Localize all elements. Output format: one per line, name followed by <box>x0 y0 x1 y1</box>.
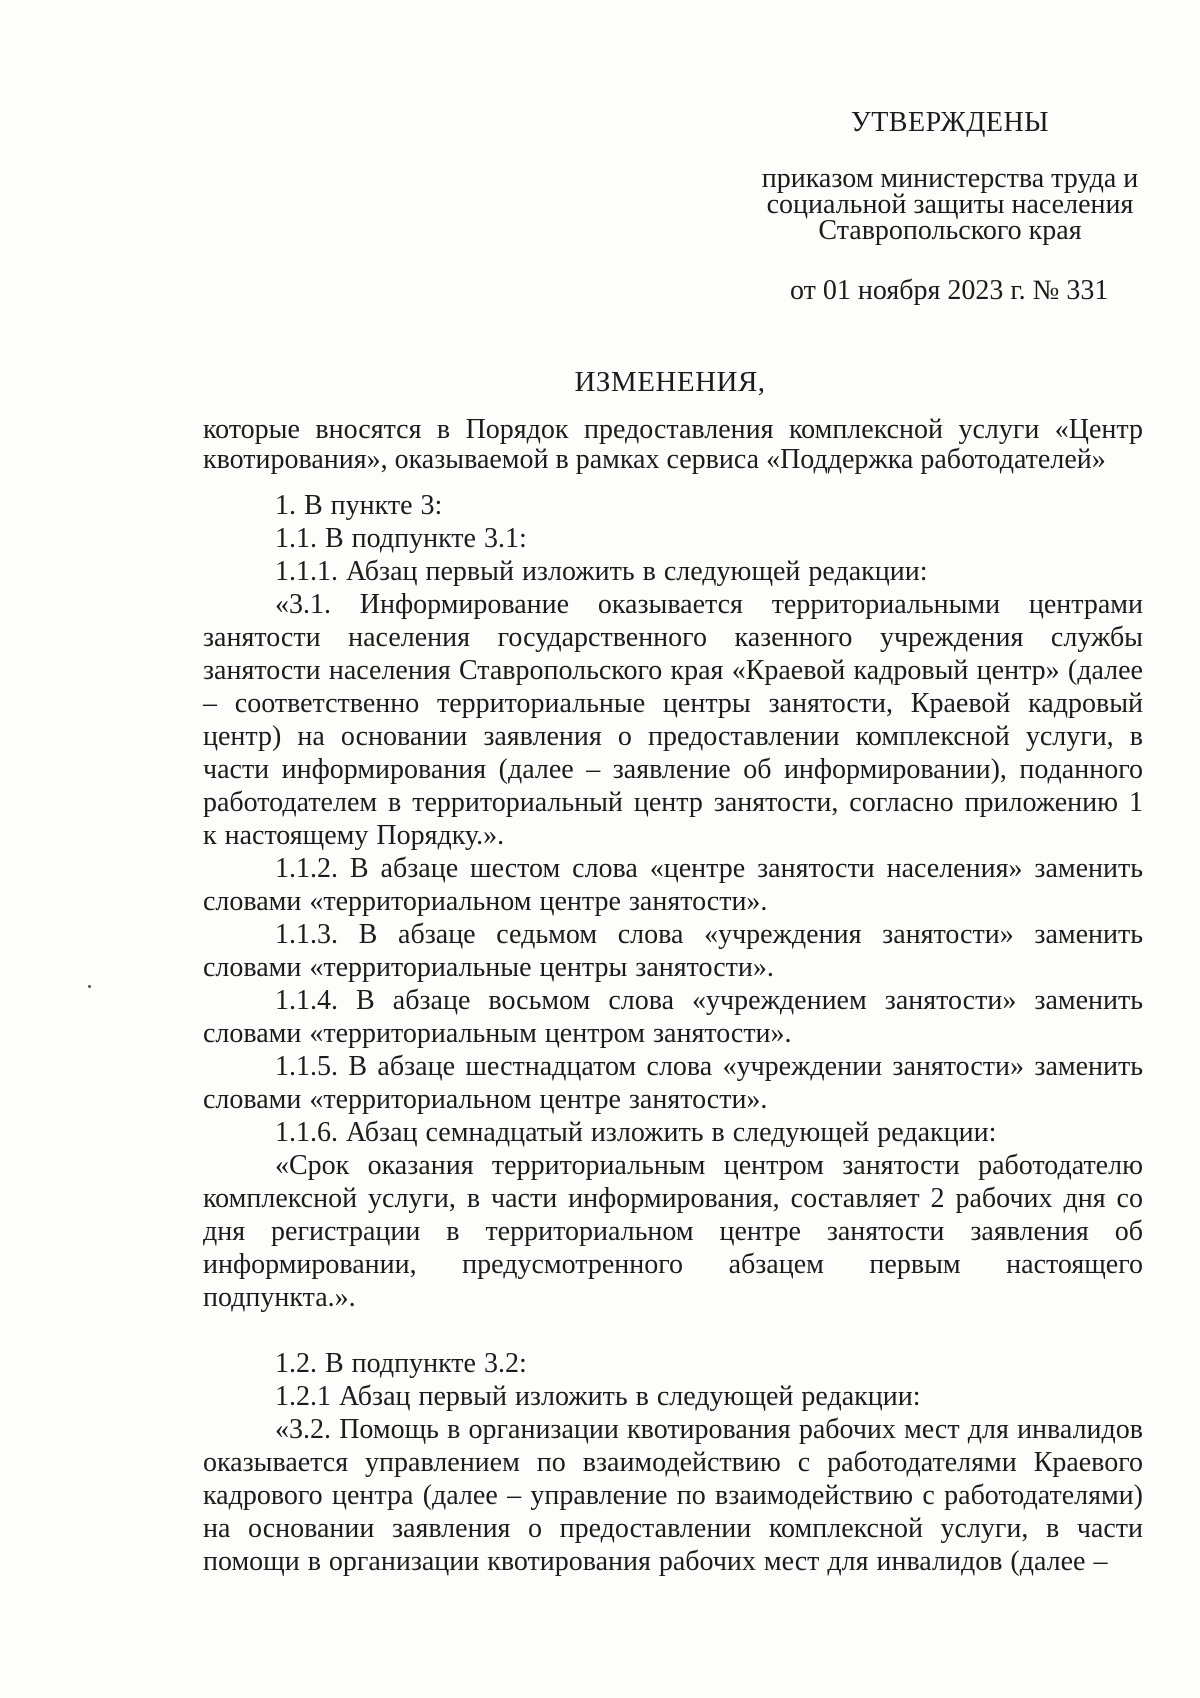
paragraph: 1.1.2. В абзаце шестом слова «центре занятости населения» заменить словами «территориальном центре занятости». <box>203 853 1143 917</box>
approval-lines: приказом министерства труда и социальной защиты населения Ставропольского края <box>761 163 1139 246</box>
paragraph: 1. В пункте 3: <box>275 490 443 521</box>
scan-speck <box>88 985 91 988</box>
document-title: ИЗМЕНЕНИЯ, <box>574 366 766 398</box>
order-reference: от 01 ноября 2023 г. № 331 <box>790 275 1109 306</box>
paragraph: «3.1. Информирование оказывается территориальными центрами занятости населения государственного казенного учреждения службы занятости населения Ставропольского края «Краевой кадровый центр» (далее – соответственно территориальные центры занятости, Краевой кадровый центр) на основании заявления о предоставлении комплексной услуги, в части информирования (далее – заявление об информировании), поданного работодателем в территориальный центр занятости, согласно приложению 1 к настоящему Порядку.». <box>203 589 1143 851</box>
paragraph: 1.1.5. В абзаце шестнадцатом слова «учреждении занятости» заменить словами «территориальном центре занятости». <box>203 1051 1143 1115</box>
paragraph: «Срок оказания территориальным центром занятости работодателю комплексной услуги, в части информирования, составляет 2 рабочих дня со дня регистрации в территориальном центре занятости заявления об информировании, предусмотренного абзацем первым настоящего подпункта.». <box>203 1150 1143 1313</box>
paragraph: 1.2. В подпункте 3.2: <box>275 1348 527 1379</box>
document-body <box>203 489 1143 1578</box>
paragraph-gap <box>203 1314 1143 1347</box>
document-subtitle: которые вносятся в Порядок предоставления комплексной услуги «Центр квотирования», оказываемой в рамках сервиса «Поддержка работодателей» <box>203 414 1143 475</box>
paragraph: 1.1.6. Абзац семнадцатый изложить в следующей редакции: <box>275 1117 997 1148</box>
paragraph: 1.1. В подпункте 3.1: <box>275 523 527 554</box>
paragraph: 1.2.1 Абзац первый изложить в следующей редакции: <box>275 1381 921 1412</box>
paragraph: 1.1.3. В абзаце седьмом слова «учреждения занятости» заменить словами «территориальные центры занятости». <box>203 919 1143 983</box>
paragraph: «3.2. Помощь в организации квотирования рабочих мест для инвалидов оказывается управлением по взаимодействию с работодателями Краевого кадрового центра (далее – управление по взаимодействию с работодателями) на основании заявления о предоставлении комплексной услуги, в части помощи в организации квотирования рабочих мест для инвалидов (далее – <box>203 1414 1143 1577</box>
paragraph: 1.1.1. Абзац первый изложить в следующей редакции: <box>275 556 928 587</box>
approval-title: УТВЕРЖДЕНЫ <box>850 107 1050 138</box>
paragraph: 1.1.4. В абзаце восьмом слова «учреждением занятости» заменить словами «территориальным центром занятости». <box>203 985 1143 1049</box>
